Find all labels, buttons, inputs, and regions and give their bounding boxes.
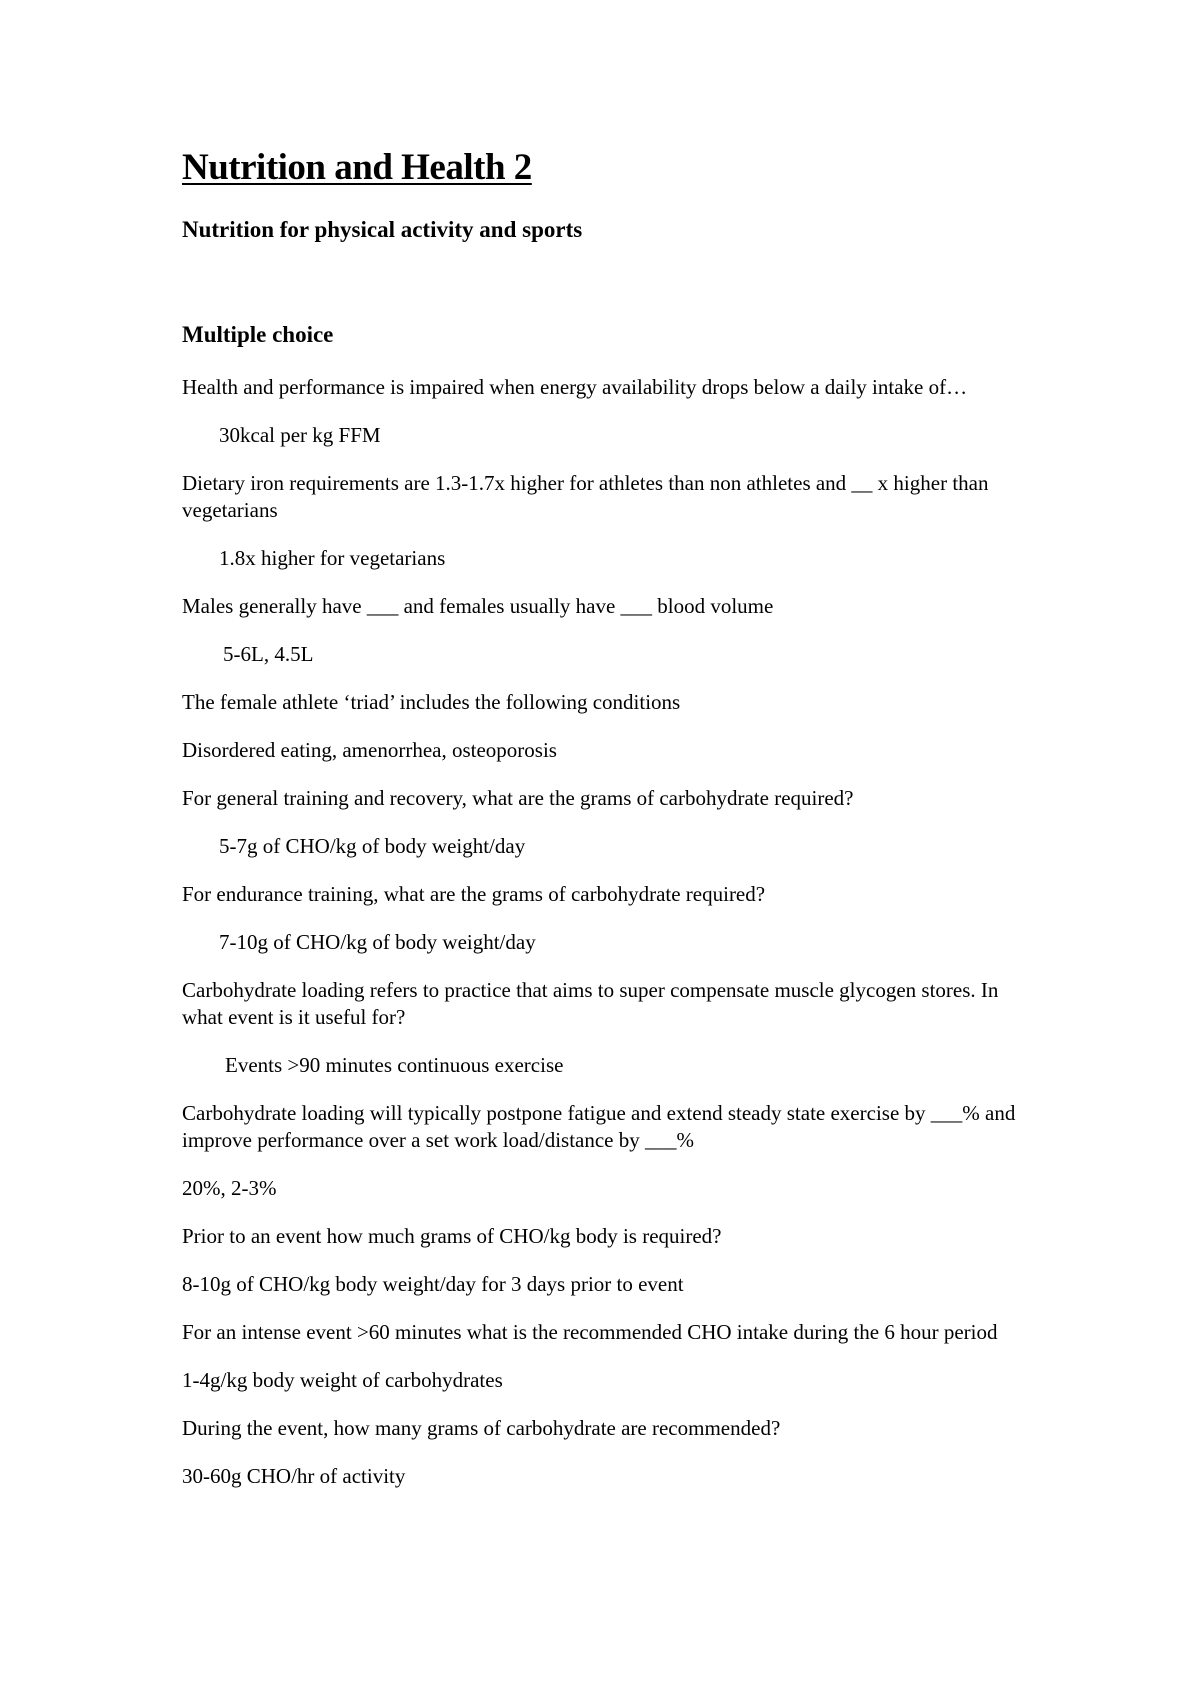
question-1: Health and performance is impaired when energy availability drops below a daily intake of… <box>182 375 968 399</box>
question-11: During the event, how many grams of carbohydrate are recommended? <box>182 1416 781 1440</box>
answer-6: 7-10g of CHO/kg of body weight/day <box>219 930 536 954</box>
answer-10: 1-4g/kg body weight of carbohydrates <box>182 1368 503 1392</box>
section-heading: Multiple choice <box>182 322 334 347</box>
answer-11: 30-60g CHO/hr of activity <box>182 1464 406 1488</box>
answer-1: 30kcal per kg FFM <box>219 423 381 447</box>
question-6: For endurance training, what are the grams of carbohydrate required? <box>182 882 766 906</box>
answer-7: Events >90 minutes continuous exercise <box>225 1053 564 1077</box>
question-3: Males generally have ___ and females usually have ___ blood volume <box>182 594 774 618</box>
qa-list <box>182 374 1032 1511</box>
document-title: Nutrition and Health 2 <box>182 147 532 188</box>
question-9: Prior to an event how much grams of CHO/kg body is required? <box>182 1224 722 1248</box>
question-8: Carbohydrate loading will typically postpone fatigue and extend steady state exercise by ___% and improve performance over a set work load/distance by ___% <box>182 1101 1016 1152</box>
question-7: Carbohydrate loading refers to practice that aims to super compensate muscle glycogen stores. In what event is it useful for? <box>182 978 999 1029</box>
question-5: For general training and recovery, what are the grams of carbohydrate required? <box>182 786 854 810</box>
document-subtitle: Nutrition for physical activity and sports <box>182 217 583 242</box>
question-2: Dietary iron requirements are 1.3-1.7x higher for athletes than non athletes and __ x higher than vegetarians <box>182 471 989 522</box>
answer-5: 5-7g of CHO/kg of body weight/day <box>219 834 526 858</box>
question-4: The female athlete ‘triad’ includes the following conditions <box>182 690 681 714</box>
answer-4: Disordered eating, amenorrhea, osteoporosis <box>182 738 557 762</box>
answer-3: 5-6L, 4.5L <box>223 642 314 666</box>
answer-2: 1.8x higher for vegetarians <box>219 546 446 570</box>
answer-9: 8-10g of CHO/kg body weight/day for 3 days prior to event <box>182 1272 684 1296</box>
answer-8: 20%, 2-3% <box>182 1176 277 1200</box>
question-10: For an intense event >60 minutes what is the recommended CHO intake during the 6 hour period <box>182 1320 998 1344</box>
